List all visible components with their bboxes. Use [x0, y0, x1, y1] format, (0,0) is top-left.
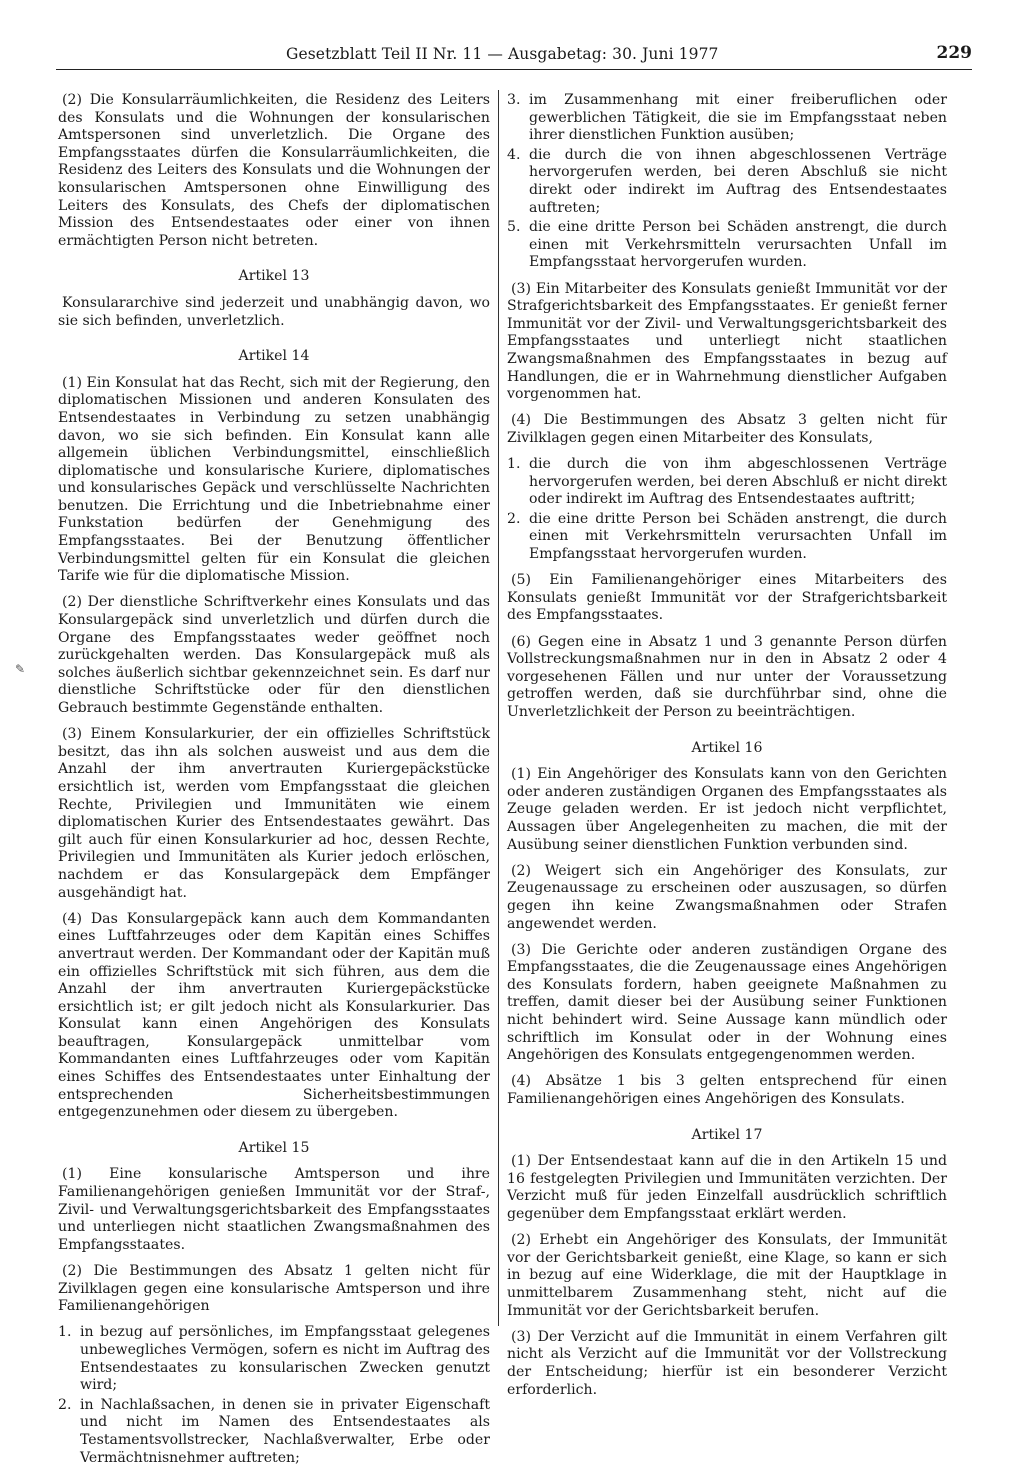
list-item: [58, 1397, 490, 1467]
list-text: in bezug auf persönliches, im Empfangsstaat gelegenes unbewegliches Vermögen, sofern es nicht im Auftrag des Entsendestaates zu konsularischen Zwecken genutzt wird;: [80, 1324, 490, 1394]
art17-paragraph-1: (1) Der Entsendestaat kann auf die in den Artikeln 15 und 16 festgelegten Privilegien und Immunitäten verzichten. Der Verzicht muß für jeden Einzelfall ausdrücklich schriftlich gegenüber dem Empfangsstaat erklärt werden.: [507, 1153, 947, 1222]
art15-list-continued: [507, 92, 947, 272]
header-rule: [56, 69, 972, 70]
art15-paragraph-1: (1) Eine konsularische Amtsperson und ihre Familienangehörigen genießen Immunität vor der Straf-, Zivil- und Verwaltungsgerichtsbarkeit des Empfangsstaates und unterliegen nicht staatlichen Zwangsmaßnahmen des Empfangsstaates.: [58, 1166, 490, 1253]
art16-paragraph-3: (3) Die Gerichte oder anderen zuständigen Organe des Empfangsstaates, die die Zeugenaussage eines Angehörigen des Konsulats fordern, haben geeignete Maßnahmen zu treffen, damit dieser bei der Ausübung seiner Funktionen nicht behindert wird. Seine Aussage kann mündlich oder schriftlich im Konsulat oder in der Wohnung eines Angehörigen des Konsulats entgegengenommen werden.: [507, 941, 947, 1064]
list-number: 3.: [507, 92, 521, 108]
left-column: [58, 92, 490, 1476]
page-header: [56, 43, 972, 67]
margin-mark: ✎: [15, 662, 26, 676]
art12-paragraph-2: (2) Die Konsularräumlichkeiten, die Residenz des Leiters des Konsulats und die Wohnungen der konsularischen Amtspersonen sind unverletzlich. Die Organe des Empfangsstaates dürfen die Konsularräumlichkeiten, die Residenz des Leiters des Konsulats und die Wohnungen der konsularischen Amtspersonen ohne Einwilligung des Leiters des Konsulats, des Chefs der diplomatischen Mission des Entsendestaates oder einer von ihnen ermächtigten Person nicht betreten.: [58, 92, 490, 249]
art14-paragraph-3: (3) Einem Konsularkurier, der ein offizielles Schriftstück besitzt, das ihn als solchen ausweist und aus dem die Anzahl der ihm anvertrauten Kuriergepäckstücke ersichtlich ist, werden vom Empfangsstaat die gleichen Rechte, Privilegien und Immunitäten wie einem diplomatischen Kurier des Entsendestaates gewährt. Das gilt auch für einen Konsularkurier ad hoc, dessen Rechte, Privilegien und Immunitäten als Kurier jedoch erlöschen, nachdem er das Konsulargepäck dem Empfänger ausgehändigt hat.: [58, 726, 490, 901]
list-text: im Zusammenhang mit einer freiberuflichen oder gewerblichen Tätigkeit, die sie im Empfangsstaat neben ihrer dienstlichen Funktion ausüben;: [529, 92, 947, 144]
list-item: [507, 511, 947, 564]
article-15-heading: Artikel 15: [238, 1139, 310, 1156]
list-item: [507, 456, 947, 509]
article-14-heading: Artikel 14: [238, 348, 310, 365]
art16-paragraph-2: (2) Weigert sich ein Angehöriger des Konsulats, zur Zeugenaussage zu erscheinen oder auszusagen, so dürfen gegen ihn keine Zwangsmaßnahmen oder Strafen angewendet werden.: [507, 862, 947, 932]
column-divider: [498, 90, 499, 1326]
article-17-heading: Artikel 17: [691, 1126, 763, 1143]
header-title: Gesetzblatt Teil II Nr. 11 — Ausgabetag: 30. Juni 1977: [286, 45, 719, 63]
art15-paragraph-5: (5) Ein Familienangehöriger eines Mitarbeiters des Konsulats genießt Immunität vor der Strafgerichtsbarkeit des Empfangsstaates.: [507, 572, 947, 624]
list-item: [58, 1324, 490, 1394]
art15-paragraph-4: (4) Die Bestimmungen des Absatz 3 gelten nicht für Zivilklagen gegen einen Mitarbeiter des Konsulats,: [507, 412, 947, 446]
right-column: [507, 92, 947, 1408]
list-item: [507, 147, 947, 217]
list-item: [507, 92, 947, 145]
art17-paragraph-2: (2) Erhebt ein Angehöriger des Konsulats, der Immunität vor der Gerichtsbarkeit genießt, eine Klage, so kann er sich in bezug auf eine Widerklage, die mit der Hauptklage in unmittelbarem Zusammenhang steht, nicht auf die Immunität vor der Gerichtsbarkeit berufen.: [507, 1232, 947, 1319]
article-16-heading: Artikel 16: [691, 739, 763, 756]
list-number: 5.: [507, 219, 521, 236]
art14-paragraph-4: (4) Das Konsulargepäck kann auch dem Kommandanten eines Luftfahrzeuges oder dem Kapitän eines Schiffes anvertraut werden. Der Kommandant oder der Kapitän muß ein offizielles Schriftstück mit sich führen, aus dem die Anzahl der ihm anvertrauten Kuriergepäckstücke ersichtlich ist; er gilt jedoch nicht als Konsularkurier. Das Konsulat kann einen Angehörigen des Konsulats beauftragen, Konsulargepäck unmittelbar vom Kommandanten eines Luftfahrzeuges oder vom Kapitän eines Schiffes des Entsendestaates unter Einhaltung der entsprechenden Sicherheitsbestimmungen entgegenzunehmen oder diesem zu übergeben.: [58, 910, 490, 1121]
list-text: in Nachlaßsachen, in denen sie in privater Eigenschaft und nicht im Namen des Entsendestaates als Testamentsvollstrecker, Nachlaßverwalter, Erbe oder Vermächtnisnehmer auftreten;: [80, 1396, 490, 1466]
list-number: 2.: [507, 510, 521, 527]
list-text: die durch die von ihnen abgeschlossenen Verträge hervorgerufen werden, bei deren Abschluß sie nicht direkt oder indirekt im Auftrag des Entsendestaates auftreten;: [529, 146, 947, 216]
list-number: 1.: [507, 456, 521, 473]
list-number: 2.: [58, 1396, 72, 1413]
list-item: [507, 219, 947, 272]
list-text: die durch die von ihm abgeschlossenen Verträge hervorgerufen werden, bei deren Abschluß er nicht direkt oder indirekt im Auftrag des Entsendestaates auftritt;: [529, 456, 947, 508]
art16-paragraph-1: (1) Ein Angehöriger des Konsulats kann von den Gerichten oder anderen zuständigen Organen des Empfangsstaates als Zeuge geladen werden. Er ist jedoch nicht verpflichtet, Aussagen über Angelegenheiten zu machen, die mit der Ausübung seiner dienstlichen Funktion verbunden sind.: [507, 766, 947, 853]
list-text: die eine dritte Person bei Schäden anstrengt, die durch einen mit Verkehrsmitteln verursachten Unfall im Empfangsstaat hervorgerufen wurden.: [529, 510, 947, 563]
art13-paragraph: Konsulararchive sind jederzeit und unabhängig davon, wo sie sich befinden, unverletzlich.: [58, 294, 490, 329]
art15-list: [58, 1324, 490, 1467]
page-number: 229: [936, 43, 972, 63]
list-number: 4.: [507, 146, 521, 163]
art15-paragraph-6: (6) Gegen eine in Absatz 1 und 3 genannte Person dürfen Vollstreckungsmaßnahmen nur in den in Absatz 2 oder 4 vorgesehenen Fällen und nur unter der Voraussetzung getroffen werden, daß sie durchführbar sind, ohne die Unverletzlichkeit der Person zu beeinträchtigen.: [507, 633, 947, 720]
art14-paragraph-2: (2) Der dienstliche Schriftverkehr eines Konsulats und das Konsulargepäck sind unverletzlich und dürfen durch die Organe des Empfangsstaates weder geöffnet noch zurückgehalten werden. Das Konsulargepäck muß als solches äußerlich sichtbar gekennzeichnet sein. Es darf nur dienstliche Schriftstücke oder für den dienstlichen Gebrauch bestimmte Gegenstände enthalten.: [58, 594, 490, 716]
art15-paragraph-3: (3) Ein Mitarbeiter des Konsulats genießt Immunität vor der Strafgerichtsbarkeit des Empfangsstaates. Er genießt ferner Immunität vor der Zivil- und Verwaltungsgerichtsbarkeit des Empfangsstaates und unterliegt nicht staatlichen Zwangsmaßnahmen des Empfangsstaates in bezug auf Handlungen, die er in Wahrnehmung dienstlicher Aufgaben vorgenommen hat.: [507, 280, 947, 403]
art15-paragraph-2: (2) Die Bestimmungen des Absatz 1 gelten nicht für Zivilklagen gegen eine konsularische Amtsperson und ihre Familienangehörigen: [58, 1263, 490, 1315]
art15-p4-list: [507, 456, 947, 564]
art16-paragraph-4: (4) Absätze 1 bis 3 gelten entsprechend für einen Familienangehörigen eines Angehörigen des Konsulats.: [507, 1073, 947, 1108]
art14-paragraph-1: (1) Ein Konsulat hat das Recht, sich mit der Regierung, den diplomatischen Missionen und anderen Konsulaten des Entsendestaates in Verbindung zu setzen unabhängig davon, wo sie sich befinden. Ein Konsulat kann alle allgemein üblichen Verbindungsmittel, einschließlich diplomatische und konsularische Kuriere, diplomatisches und konsularisches Gepäck und verschlüsselte Nachrichten benutzen. Die Errichtung und die Inbetriebnahme einer Funkstation bedürfen der Genehmigung des Empfangsstaates. Bei der Benutzung öffentlicher Verbindungsmittel gelten für ein Konsulat die gleichen Tarife wie für die diplomatische Mission.: [58, 374, 490, 585]
list-number: 1.: [58, 1324, 72, 1341]
list-text: die eine dritte Person bei Schäden anstrengt, die durch einen mit Verkehrsmitteln verursachten Unfall im Empfangsstaat hervorgerufen wurden.: [529, 219, 947, 271]
art17-paragraph-3: (3) Der Verzicht auf die Immunität in einem Verfahren gilt nicht als Verzicht auf die Immunität vor der Vollstreckung der Entscheidung; hierfür ist ein besonderer Verzicht erforderlich.: [507, 1328, 947, 1398]
article-13-heading: Artikel 13: [238, 268, 310, 285]
